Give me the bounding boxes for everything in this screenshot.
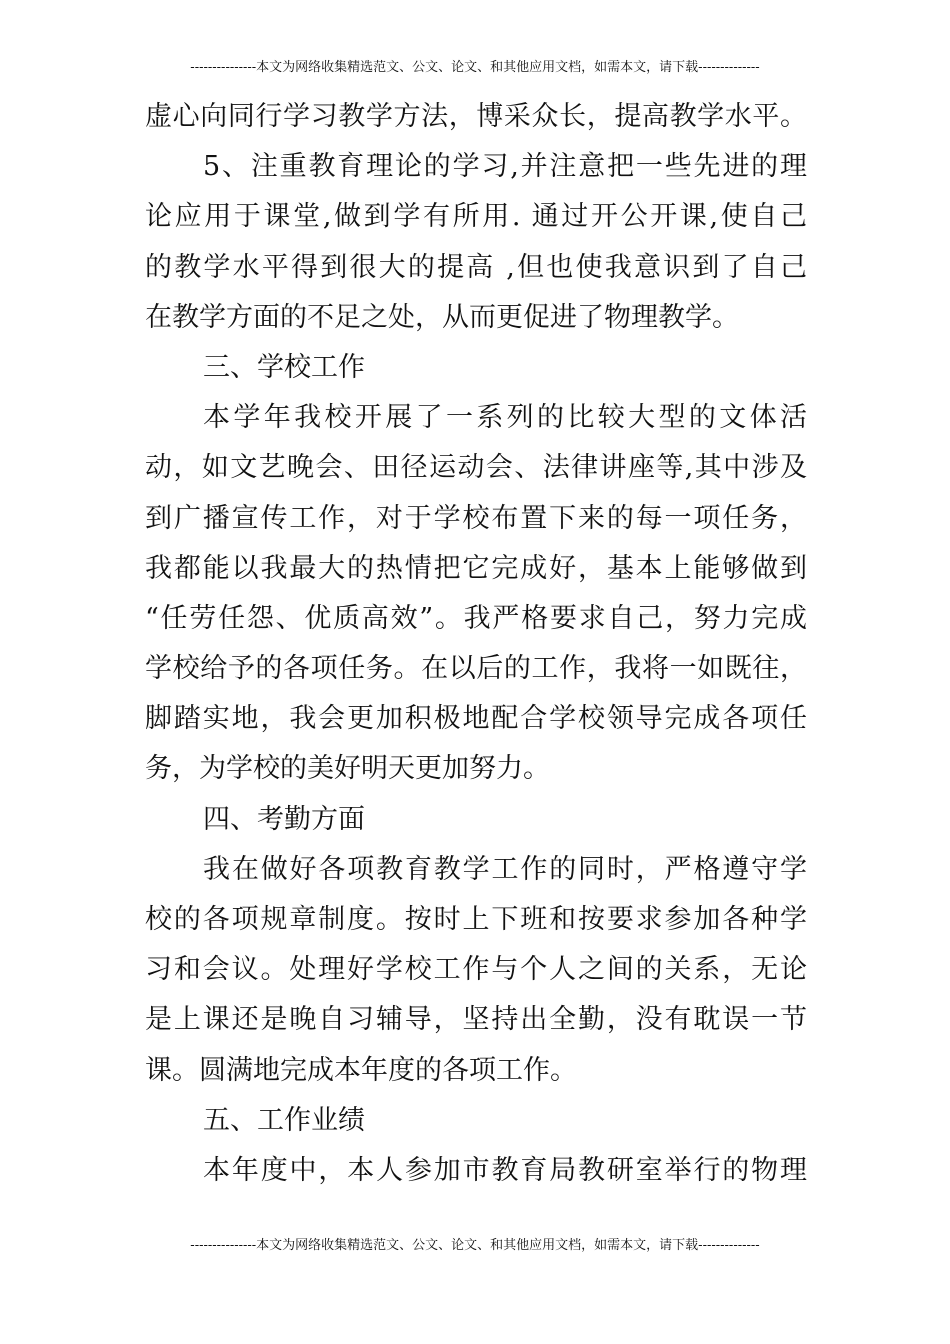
- body-line: 习和会议。处理好学校工作与个人之间的关系，无论: [145, 954, 807, 986]
- section-heading: 四、考勤方面: [203, 803, 365, 835]
- body-line: 务，为学校的美好明天更加努力。: [145, 753, 550, 785]
- footer-banner: ---------------本文为网络收集精选范文、公文、论文、和其他应用文档，如需本文，请下载--------------: [190, 1238, 760, 1253]
- body-line: 5、注重教育理论的学习,并注意把一些先进的理: [203, 151, 807, 183]
- body-line: 脚踏实地，我会更加积极地配合学校领导完成各项任: [145, 703, 807, 735]
- body-line: “任劳任怨、优质高效”。我严格要求自己，努力完成: [145, 602, 807, 634]
- body-line: 动，如文艺晚会、田径运动会、法律讲座等,其中涉及: [145, 452, 807, 484]
- body-line: 是上课还是晚自习辅导，坚持出全勤，没有耽误一节: [145, 1004, 807, 1036]
- section-heading: 三、学校工作: [203, 351, 365, 383]
- body-text: [145, 92, 807, 1196]
- header-banner: ---------------本文为网络收集精选范文、公文、论文、和其他应用文档，如需本文，请下载--------------: [190, 60, 760, 75]
- section-heading: 五、工作业绩: [203, 1104, 365, 1136]
- body-line: 在教学方面的不足之处，从而更促进了物理教学。: [145, 301, 739, 333]
- body-line: 本年度中，本人参加市教育局教研室举行的物理: [203, 1154, 807, 1186]
- body-line: 我在做好各项教育教学工作的同时，严格遵守学: [203, 853, 807, 885]
- body-line: 虚心向同行学习教学方法，博采众长，提高教学水平。: [145, 101, 807, 132]
- body-line: 的教学水平得到很大的提高 ,但也使我意识到了自己: [145, 251, 807, 283]
- body-line: 我都能以我最大的热情把它完成好，基本上能够做到: [145, 552, 807, 584]
- body-line: 本学年我校开展了一系列的比较大型的文体活: [203, 402, 807, 434]
- body-line: 论应用于课堂,做到学有所用. 通过开公开课,使自己: [145, 201, 807, 233]
- body-line: 课。圆满地完成本年度的各项工作。: [145, 1054, 577, 1086]
- body-line: 学校给予的各项任务。在以后的工作，我将一如既往，: [145, 653, 807, 685]
- body-line: 校的各项规章制度。按时上下班和按要求参加各种学: [145, 904, 807, 935]
- body-line: 到广播宣传工作，对于学校布置下来的每一项任务，: [145, 502, 807, 534]
